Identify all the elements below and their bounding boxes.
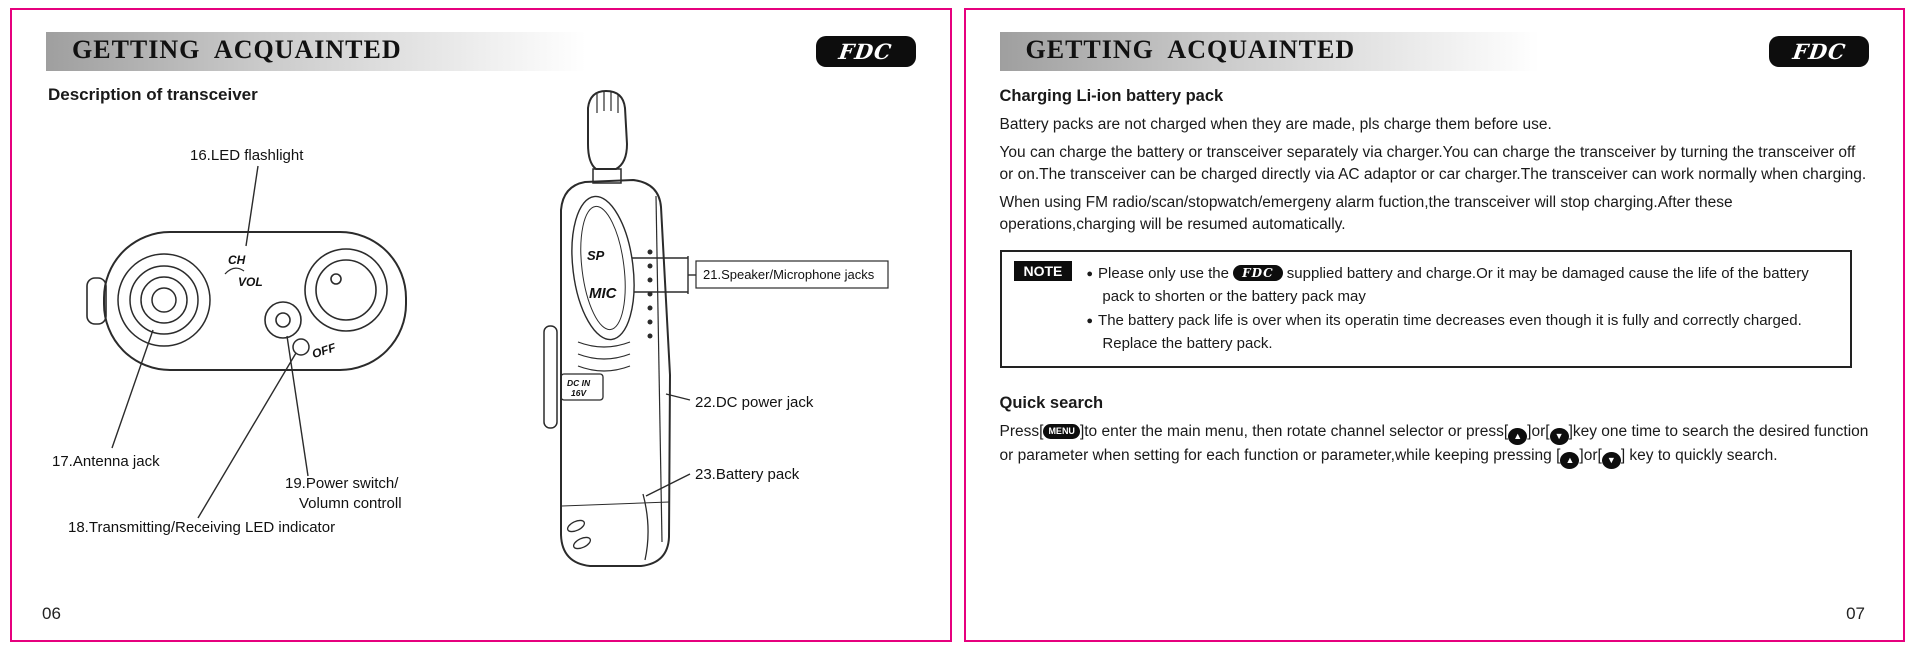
note-bullet-2-text: The battery pack life is over when its operatin time decreases even though it is fully and correctly charged. Replace the battery pack. — [1098, 312, 1802, 352]
fdc-brand-logo — [1769, 36, 1869, 67]
volume-knob — [225, 268, 301, 338]
fdc-logo-text: FDC — [837, 39, 894, 64]
qs-text-3: ]or[ — [1527, 423, 1550, 440]
label-ch: CH — [228, 253, 246, 267]
right-page — [964, 8, 1906, 642]
page-number-left: 06 — [42, 604, 61, 623]
qs-text-4: ]key one time to search the desired function or parameter when setting for each function or parameter,while keeping pressing [ — [999, 423, 1869, 464]
page-title: GETTING ACQUAINTED — [72, 35, 402, 64]
label-speaker-mic-jacks: 21.Speaker/Microphone jacks — [703, 267, 875, 282]
speaker-grille — [564, 193, 641, 371]
note-bullet-2 — [1086, 310, 1837, 355]
menu-key-icon: MENU — [1043, 424, 1080, 439]
side-view-drawing — [544, 91, 670, 566]
note-bullet-1-text-post: supplied battery and charge.Or it may be damaged cause the life of the battery pack to shorten or the battery pack may — [1102, 265, 1809, 305]
note-bullet-1-text-pre: Please only use the — [1098, 265, 1234, 282]
label-led-flashlight: 16.LED flashlight — [190, 147, 304, 164]
up-arrow-key-icon: ▲ — [1560, 452, 1579, 469]
belt-clip — [544, 326, 557, 428]
qs-text-6: ] key to quickly search. — [1620, 446, 1778, 464]
charging-heading: Charging Li-ion battery pack — [999, 87, 1224, 105]
qs-text-2: ]to enter the main menu, then rotate channel selector or press[ — [1079, 423, 1509, 440]
label-led-indicator: 18.Transmitting/Receiving LED indicator — [68, 519, 336, 536]
top-view-drawing — [87, 232, 406, 370]
label-off: OFF — [310, 340, 338, 362]
label-vol: VOL — [238, 275, 263, 289]
label-dc-in-line1: DC IN — [567, 378, 591, 388]
label-antenna-jack: 17.Antenna jack — [52, 453, 160, 470]
title-band — [46, 32, 796, 71]
label-mic: MIC — [589, 285, 617, 302]
power-knob — [305, 249, 387, 331]
note-bullets — [1086, 261, 1837, 357]
label-sp: SP — [587, 248, 605, 263]
bottom-details — [562, 494, 669, 560]
bullet-icon: ● — [1086, 268, 1094, 280]
section-title: Description of transceiver — [48, 85, 258, 104]
right-page-header — [1000, 32, 1870, 71]
note-tag: NOTE — [1014, 261, 1073, 281]
note-bullet-1 — [1086, 263, 1837, 308]
quick-search-paragraph — [1000, 421, 1870, 469]
qs-text-1: Press[ — [999, 423, 1044, 440]
label-battery-pack: 23.Battery pack — [695, 466, 800, 483]
quick-search-heading: Quick search — [999, 394, 1104, 412]
left-page-header — [46, 32, 916, 71]
right-page-content — [1000, 87, 1870, 469]
antenna — [588, 91, 627, 183]
left-page — [10, 8, 952, 642]
title-band — [1000, 32, 1750, 71]
antenna-jack-rings — [118, 254, 210, 346]
down-arrow-key-icon: ▼ — [1550, 428, 1569, 445]
page-title: GETTING ACQUAINTED — [1025, 35, 1356, 64]
fdc-logo-text: FDC — [1790, 39, 1848, 64]
down-arrow-key-icon: ▼ — [1602, 452, 1621, 469]
transceiver-diagram — [40, 80, 920, 585]
radio-body-outline — [561, 180, 670, 566]
label-power-switch-line2: Volumn controll — [299, 495, 402, 512]
qs-text-5: ]or[ — [1579, 446, 1602, 464]
note-box — [1000, 250, 1852, 368]
side-vent-dots — [648, 250, 653, 339]
bullet-icon: ● — [1086, 315, 1094, 327]
up-arrow-key-icon: ▲ — [1508, 428, 1527, 445]
led-indicator-dot — [293, 339, 309, 355]
label-power-switch-line1: 19.Power switch/ — [285, 475, 399, 492]
charging-paragraph-2: You can charge the battery or transceiver separately via charger.You can charge the transceiver by turning the transceiver off or on.The transceiver can be charged directly via AC adaptor or car charger.The transceiver can work normally when charging. — [999, 144, 1867, 183]
page-number-right: 07 — [1846, 604, 1865, 623]
label-dc-in-line2: 16V — [571, 388, 587, 398]
label-dc-power-jack: 22.DC power jack — [695, 394, 814, 411]
fdc-brand-logo — [816, 36, 916, 67]
charging-paragraph-3: When using FM radio/scan/stopwatch/emergeny alarm fuction,the transceiver will stop charging.After these operations,charging will be resumed automatically. — [999, 194, 1733, 233]
fdc-inline-logo: FDC — [1233, 265, 1282, 281]
charging-paragraph-1: Battery packs are not charged when they are made, pls charge them before use. — [999, 116, 1552, 133]
